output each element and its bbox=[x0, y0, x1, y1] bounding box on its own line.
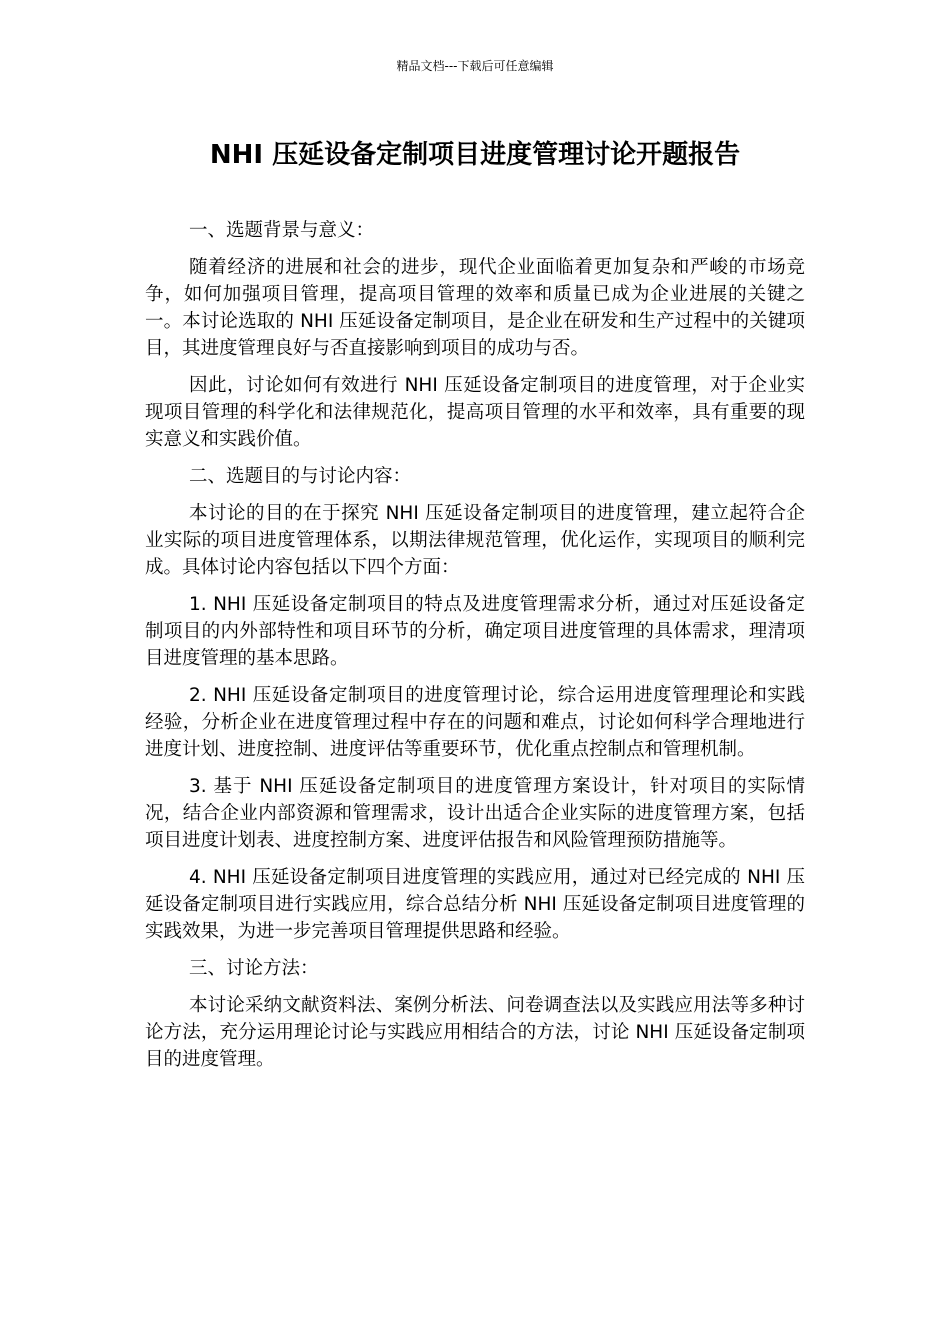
list-item-paragraph: 3. 基于 NHI 压延设备定制项目的进度管理方案设计，针对项目的实际情况，结合企业内部资源和管理需求，设计出适合企业实际的进度管理方案，包括项目进度计划表、进度控制方案、进度评估报告和风险管理预防措施等。 bbox=[145, 776, 805, 851]
document-title: NHI 压延设备定制项目进度管理讨论开题报告 bbox=[209, 140, 741, 170]
page-header-note: 精品文档---下载后可任意编辑 bbox=[396, 59, 554, 73]
section-heading-methods: 三、讨论方法： bbox=[189, 958, 319, 979]
list-item-paragraph: 2. NHI 压延设备定制项目的进度管理讨论，综合运用进度管理理论和实践经验，分析企业在进度管理过程中存在的问题和难点，讨论如何科学合理地进行进度计划、进度控制、进度评估等重要环节，优化重点控制点和管理机制。 bbox=[145, 685, 805, 760]
list-item-paragraph: 4. NHI 压延设备定制项目进度管理的实践应用，通过对已经完成的 NHI 压延设备定制项目进行实践应用，综合总结分析 NHI 压延设备定制项目进度管理的实践效果，为进一步完善项目管理提供思路和经验。 bbox=[145, 867, 805, 942]
list-item-paragraph: 1. NHI 压延设备定制项目的特点及进度管理需求分析，通过对压延设备定制项目的内外部特性和项目环节的分析，确定项目进度管理的具体需求，理清项目进度管理的基本思路。 bbox=[145, 594, 805, 669]
section-heading-background: 一、选题背景与意义： bbox=[189, 220, 375, 241]
body-paragraph: 本讨论的目的在于探究 NHI 压延设备定制项目的进度管理，建立起符合企业实际的项目进度管理体系，以期法律规范管理，优化运作，实现项目的顺利完成。具体讨论内容包括以下四个方面： bbox=[145, 503, 805, 578]
body-paragraph: 随着经济的进展和社会的进步，现代企业面临着更加复杂和严峻的市场竞争，如何加强项目管理，提高项目管理的效率和质量已成为企业进展的关键之一。本讨论选取的 NHI 压延设备定制项目，是企业在研发和生产过程中的关键项目，其进度管理良好与否直接影响到项目的成功与否。 bbox=[145, 257, 805, 359]
body-paragraph: 因此，讨论如何有效进行 NHI 压延设备定制项目的进度管理，对于企业实现项目管理的科学化和法律规范化，提高项目管理的水平和效率，具有重要的现实意义和实践价值。 bbox=[145, 375, 805, 450]
section-heading-purpose: 二、选题目的与讨论内容： bbox=[189, 466, 412, 487]
body-paragraph: 本讨论采纳文献资料法、案例分析法、问卷调查法以及实践应用法等多种讨论方法，充分运用理论讨论与实践应用相结合的方法，讨论 NHI 压延设备定制项目的进度管理。 bbox=[145, 995, 805, 1070]
document-body bbox=[145, 217, 805, 1083]
